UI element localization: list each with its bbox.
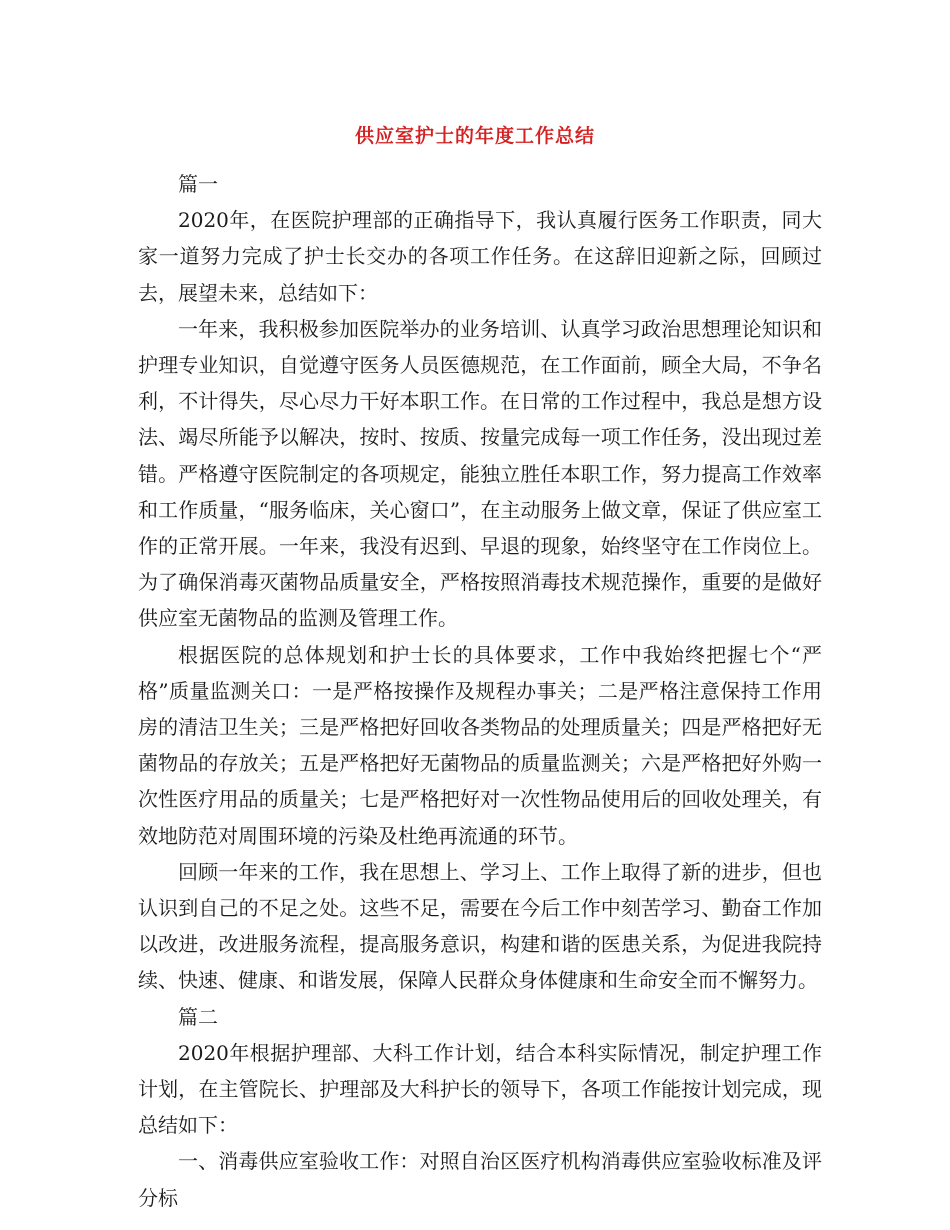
paragraph: 2020年根据护理部、大科工作计划，结合本科实际情况，制定护理工作计划，在主管院长、护理部及大科护长的领导下，各项工作能按计划完成，现总结如下： xyxy=(138,1040,822,1138)
document-body xyxy=(138,166,822,1216)
paragraph: 回顾一年来的工作，我在思想上、学习上、工作上取得了新的进步，但也认识到自己的不足之处。这些不足，需要在今后工作中刻苦学习、勤奋工作加以改进，改进服务流程，提高服务意识，构建和谐的医患关系，为促进我院持续、快速、健康、和谐发展，保障人民群众身体健康和生命安全而不懈努力。 xyxy=(138,859,822,993)
paragraph: 2020年，在医院护理部的正确指导下，我认真履行医务工作职责，同大家一道努力完成了护士长交办的各项工作任务。在这辞旧迎新之际，回顾过去，展望未来，总结如下： xyxy=(138,208,822,305)
paragraph: 一、消毒供应室验收工作：对照自治区医疗机构消毒供应室验收标准及评分标 xyxy=(138,1149,822,1210)
paragraph: 一年来，我积极参加医院举办的业务培训、认真学习政治思想理论知识和护理专业知识，自觉遵守医务人员医德规范，在工作面前，顾全大局，不争名利，不计得失，尽心尽力干好本职工作。在日常的工作过程中，我总是想方设法、竭尽所能予以解决，按时、按质、按量完成每一项工作任务，没出现过差错。严格遵守医院制定的各项规定，能独立胜任本职工作，努力提高工作效率和工作质量，“服务临床，关心窗口”，在主动服务上做文章，保证了供应室工作的正常开展。一年来，我没有迟到、早退的现象，始终坚守在工作岗位上。为了确保消毒灭菌物品质量安全，严格按照消毒技术规范操作，重要的是做好供应室无菌物品的监测及管理工作。 xyxy=(138,316,822,631)
document-title: 供应室护士的年度工作总结 xyxy=(354,125,595,147)
section-heading-2: 篇二 xyxy=(178,1004,218,1029)
section-heading-1: 篇一 xyxy=(178,172,218,196)
paragraph: 根据医院的总体规划和护士长的具体要求，工作中我始终把握七个“严格”质量监测关口：一是严格按操作及规程办事关；二是严格注意保持工作用房的清洁卫生关；三是严格把好回收各类物品的处理质量关；四是严格把好无菌物品的存放关；五是严格把好无菌物品的质量监测关；六是严格把好外购一次性医疗用品的质量关；七是严格把好对一次性物品使用后的回收处理关，有效地防范对周围环境的污染及杜绝再流通的环节。 xyxy=(138,642,822,848)
